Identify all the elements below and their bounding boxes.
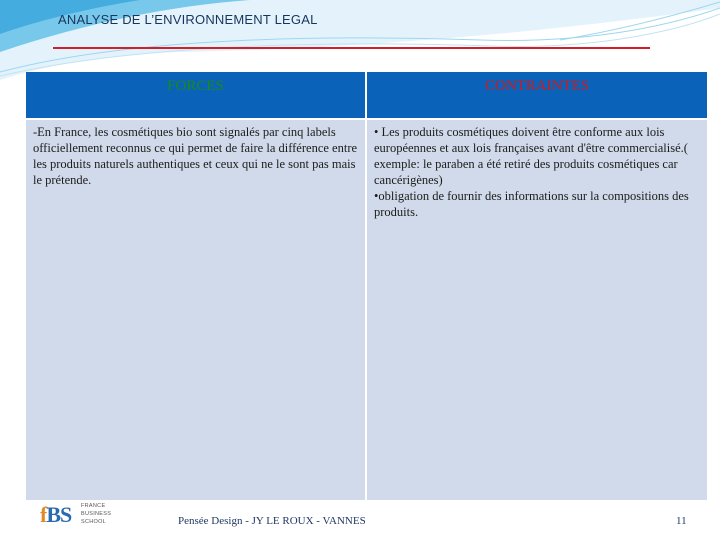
footer-credit: Pensée Design - JY LE ROUX - VANNES bbox=[178, 515, 366, 527]
fbs-logo bbox=[40, 498, 122, 532]
logo-mark: fBS bbox=[40, 502, 72, 527]
title-underline bbox=[53, 47, 650, 49]
forces-cell bbox=[26, 120, 365, 500]
logo-wordmark: FRANCE BUSINESS SCHOOL bbox=[81, 503, 112, 525]
swot-table bbox=[26, 72, 707, 500]
contraintes-cell bbox=[367, 120, 707, 500]
header-forces: FORCES bbox=[26, 72, 365, 118]
forces-text: -En France, les cosmétiques bio sont signalés par cinq labels officiellement reconnus ce qui permet de faire la différence entre les produits naturels authentiques et ceux qui ne le sont pas mais le prétende. bbox=[33, 125, 358, 187]
header-contraintes: CONTRAINTES bbox=[367, 72, 707, 118]
page-number: 11 bbox=[676, 515, 687, 527]
slide-title: ANALYSE DE L’ENVIRONNEMENT LEGAL bbox=[58, 12, 318, 27]
contraintes-item-1: • Les produits cosmétiques doivent être conforme aux lois européennes et aux lois françaises avant d'être commercialisé.( exemple: le paraben a été retiré des produits cosmétiques car cancérigènes) bbox=[374, 125, 688, 187]
contraintes-item-2: •obligation de fournir des informations sur la compositions des produits. bbox=[374, 189, 689, 219]
